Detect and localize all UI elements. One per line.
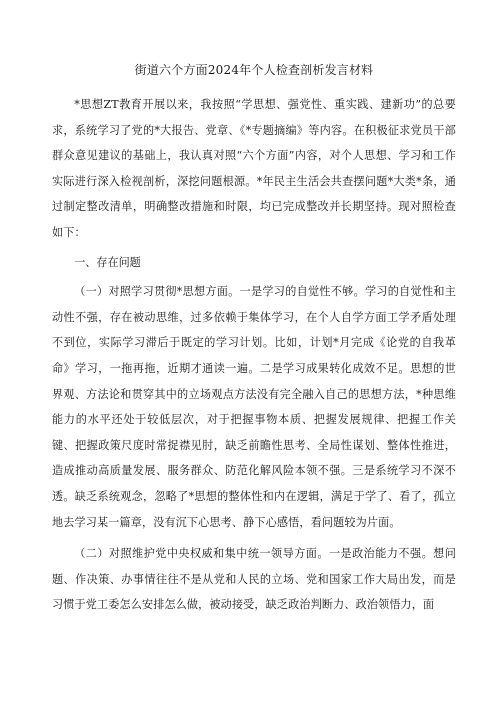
paragraph-central-authority: （二）对照维护党中央权威和集中统一领导方面。一是政治能力不强。想问题、作决策、办事情往往不是从党和人民的立场、党和国家工作大局出发，而是习惯于党工委怎么安排怎么做，被动接受，缺乏政治判断力、政治领悟力，面 <box>52 547 456 612</box>
intro-paragraph: *思想ZT教育开展以来，我按照“学思想、强党性、重实践、建新功”的总要求，系统学习了党的*大报告、党章、《*专题摘编》等内容。在积极征求党员干部群众意见建议的基础上，我认真对照“六个方面”内容，对个人思想、学习和工作实际进行深入检视剖析，深挖问题根源。*年民主生活会共查摆问题*大类*条，通过制定整改清单，明确整改措施和时限，均已完成整改并长期坚持。现对照检查如下： <box>52 98 456 239</box>
section-heading-problems: 一、存在问题 <box>74 255 141 269</box>
document-title: 街道六个方面2024年个人检查剖析发言材料 <box>134 63 374 77</box>
document-page <box>52 62 456 618</box>
paragraph-study-thought: （一）对照学习贯彻*思想方面。一是学习的自觉性不够。学习的自觉性和主动性不强，存在被动思维，过多依赖于集体学习，在个人自学方面工学矛盾处理不到位，实际学习滞后于既定的学习计划。比如，计划*月完成《论党的自我革命》学习，一拖再拖，近期才通读一遍。二是学习成果转化成效不足。思想的世界观、方法论和贯穿其中的立场观点方法没有完全融入自己的思想方法，*种思维能力的水平还处于较低层次，对于把握事物本质、把握发展规律、把握工作关键、把握政策尺度时常捉襟见肘，缺乏前瞻性思考、全局性谋划、整体性推进，造成推动高质量发展、服务群众、防范化解风险本领不强。三是系统学习不深不透。缺乏系统观念，忽略了*思想的整体性和内在逻辑，满足于学了、看了，孤立地去学习某一篇章，没有沉下心思考、静下心感悟，看问题较为片面。 <box>52 285 456 529</box>
